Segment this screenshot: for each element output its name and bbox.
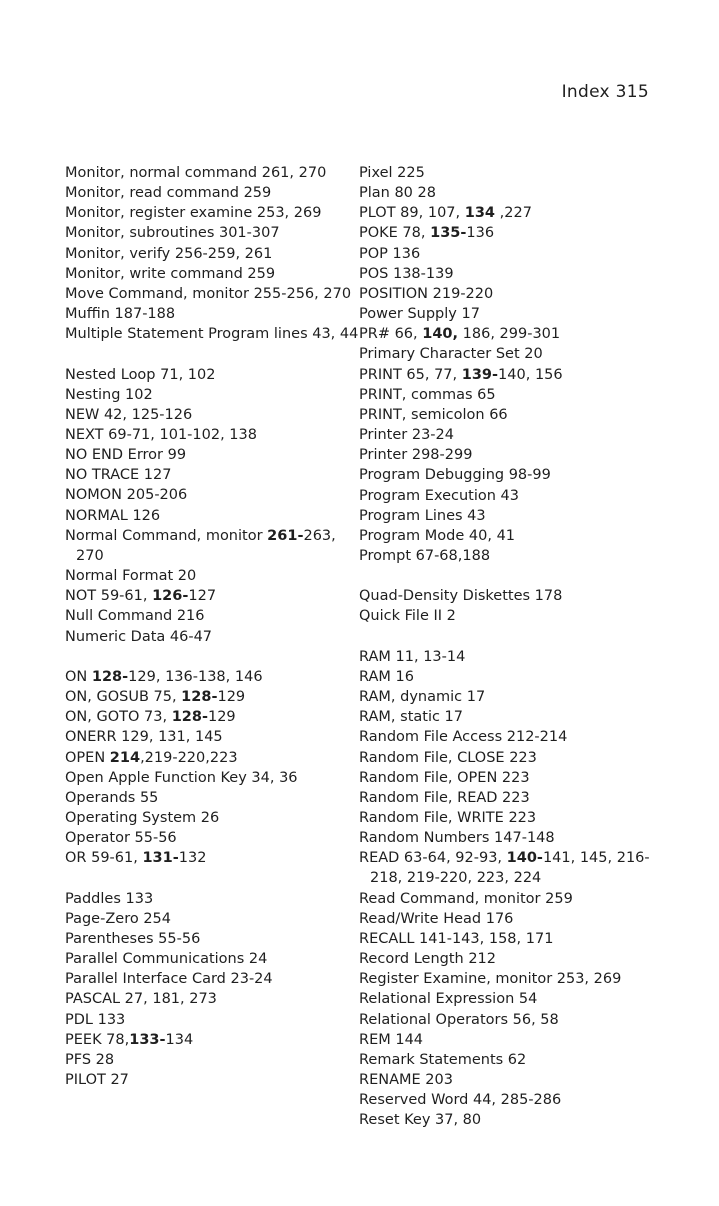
index-entry — [65, 465, 365, 485]
index-entry — [359, 526, 659, 546]
index-entry-page-bold: 133- — [129, 1031, 166, 1048]
index-entry — [359, 949, 659, 969]
index-entry-text: ,227 — [495, 205, 532, 222]
index-entry — [359, 203, 659, 223]
index-column-right — [359, 163, 659, 1130]
index-entry — [359, 1110, 659, 1130]
index-entry — [359, 848, 659, 888]
index-entry-text: PRINT, commas 65 — [359, 386, 496, 403]
group-spacer — [65, 868, 365, 888]
index-entry — [65, 365, 365, 385]
index-entry-text: POS 138-139 — [359, 265, 454, 282]
index-entry-text: RAM, static 17 — [359, 709, 464, 726]
group-spacer — [359, 627, 659, 647]
index-entry — [65, 566, 365, 586]
index-entry-text: Page-Zero 254 — [65, 910, 171, 927]
index-column-left — [65, 163, 365, 1090]
index-entry-page-bold: 128- — [91, 668, 129, 685]
index-entry-text: NEXT 69-71, 101-102, 138 — [65, 427, 257, 444]
index-entry-text: Normal Command, monitor — [65, 527, 268, 544]
index-entry-text: 127 — [188, 588, 217, 605]
index-entry — [65, 284, 365, 304]
index-entry-text: NO TRACE 127 — [65, 467, 172, 484]
index-entry-text: Printer 23-24 — [359, 427, 454, 444]
index-entry-text: Monitor, normal command 261, 270 — [65, 165, 327, 181]
index-entry — [359, 768, 659, 788]
index-entry — [359, 365, 659, 385]
index-entry — [65, 223, 365, 243]
index-entry-text: Program Execution 43 — [359, 487, 520, 504]
index-entry-page-bold: 214 — [109, 749, 141, 766]
index-entry-text: Operating System 26 — [65, 809, 220, 826]
index-entry — [359, 163, 659, 183]
index-entry-text: 141, 145, 216-218, 219-220, 223, 224 — [370, 850, 650, 887]
index-entry — [359, 304, 659, 324]
index-entry-text: Pixel 225 — [359, 165, 425, 181]
index-entry-text: Nesting 102 — [65, 386, 153, 403]
index-entry — [65, 244, 365, 264]
index-entry-text: 186, 299-301 — [458, 326, 561, 343]
index-entry-text: Read Command, monitor 259 — [359, 890, 573, 907]
index-entry — [65, 485, 365, 505]
index-entry — [65, 727, 365, 747]
index-entry-text: Program Mode 40, 41 — [359, 527, 516, 544]
index-entry-text: Paddles 133 — [65, 890, 154, 907]
index-entry-text: Relational Expression 54 — [359, 991, 538, 1008]
index-entry — [65, 848, 365, 868]
index-entry-text: Random File, OPEN 223 — [359, 769, 530, 786]
index-entry-text: 132 — [178, 850, 207, 867]
index-entry — [359, 929, 659, 949]
index-entry — [359, 889, 659, 909]
index-entry-text: RECALL 141-143, 158, 171 — [359, 930, 554, 947]
index-entry — [65, 163, 365, 183]
index-entry — [359, 727, 659, 747]
index-entry-text: 263, 270 — [76, 527, 336, 564]
index-entry-text: PLOT 89, 107, — [359, 205, 465, 222]
index-entry-text: PASCAL 27, 181, 273 — [65, 991, 217, 1008]
index-entry-text: Operator 55-56 — [65, 830, 177, 847]
index-entry — [359, 324, 659, 344]
index-entry — [65, 788, 365, 808]
index-entry-text: Numeric Data 46-47 — [65, 628, 213, 645]
index-entry-text: Power Supply 17 — [359, 306, 480, 323]
index-entry-text: Multiple Statement Program lines 43, 44 — [65, 326, 359, 343]
index-entry — [359, 546, 659, 566]
index-entry-text: ON — [65, 668, 92, 685]
index-entry — [359, 909, 659, 929]
index-entry-text: ,219-220,223 — [140, 749, 238, 766]
index-entry-text: Record Length 212 — [359, 951, 497, 968]
index-entry-page-bold: 126- — [152, 588, 189, 605]
index-entry — [359, 828, 659, 848]
index-entry — [359, 244, 659, 264]
index-entry-text: NO END Error 99 — [65, 447, 187, 464]
index-entry-text: Random File, READ 223 — [359, 789, 530, 806]
group-spacer — [65, 647, 365, 667]
index-entry-text: 129 — [217, 689, 246, 706]
index-entry — [359, 667, 659, 687]
index-entry — [359, 405, 659, 425]
index-entry — [65, 929, 365, 949]
index-entry-text: Prompt 67-68,188 — [359, 547, 491, 564]
index-entry-text: Quad-Density Diskettes 178 — [359, 588, 563, 605]
index-entry-text: Reserved Word 44, 285-286 — [359, 1092, 562, 1109]
index-entry-text: Monitor, subroutines 301-307 — [65, 225, 280, 242]
index-entry — [65, 768, 365, 788]
index-entry-text: NORMAL 126 — [65, 507, 161, 524]
index-entry — [359, 445, 659, 465]
index-entry-text: Remark Statements 62 — [359, 1051, 527, 1068]
index-entry — [65, 425, 365, 445]
index-entry — [359, 606, 659, 626]
index-entry-text: 136 — [466, 225, 495, 242]
index-entry-text: POSITION 219-220 — [359, 285, 494, 302]
index-entry — [65, 1070, 365, 1090]
index-entry-text: RAM 11, 13-14 — [359, 648, 466, 665]
index-entry-text: Null Command 216 — [65, 608, 205, 625]
index-entry — [359, 808, 659, 828]
index-entry — [65, 1030, 365, 1050]
index-entry-text: RENAME 203 — [359, 1072, 453, 1088]
index-entry — [65, 606, 365, 626]
index-entry — [359, 223, 659, 243]
index-entry-text: Open Apple Function Key 34, 36 — [65, 769, 298, 786]
index-entry-text: NOMON 205-206 — [65, 487, 188, 504]
index-entry — [359, 385, 659, 405]
index-entry-text: Read/Write Head 176 — [359, 910, 514, 927]
index-entry — [359, 344, 659, 364]
index-entry — [359, 969, 659, 989]
index-entry-page-bold: 128- — [181, 689, 218, 706]
index-entry — [65, 808, 365, 828]
index-entry-text: 129, 136-138, 146 — [128, 668, 263, 685]
index-entry — [65, 405, 365, 425]
index-entry-text: Move Command, monitor 255-256, 270 — [65, 285, 352, 302]
index-entry-page-bold: 140, — [422, 326, 459, 343]
index-entry-text: OR 59-61, — [65, 850, 143, 867]
index-entry — [65, 989, 365, 1009]
index-entry-text: Program Lines 43 — [359, 507, 486, 524]
index-entry-text: Program Debugging 98-99 — [359, 467, 551, 484]
index-entry — [65, 526, 365, 566]
index-entry-text: Random File, WRITE 223 — [359, 809, 537, 826]
index-entry — [65, 203, 365, 223]
index-entry-page-bold: 140- — [506, 850, 543, 867]
index-entry-text: PRINT 65, 77, — [359, 366, 462, 383]
index-entry — [359, 284, 659, 304]
index-entry — [359, 425, 659, 445]
index-entry-text: Parallel Interface Card 23-24 — [65, 971, 273, 988]
index-entry — [359, 687, 659, 707]
index-entry-page-bold: 131- — [142, 850, 179, 867]
index-entry — [65, 909, 365, 929]
index-entry — [65, 385, 365, 405]
index-entry-text: Random Numbers 147-148 — [359, 830, 555, 847]
index-entry-text: Normal Format 20 — [65, 568, 197, 585]
index-entry-text: PILOT 27 — [65, 1071, 129, 1088]
index-entry — [359, 647, 659, 667]
index-entry-text: Quick File II 2 — [359, 608, 456, 625]
index-entry-text: ONERR 129, 131, 145 — [65, 729, 223, 746]
index-entry-page-bold: 128- — [171, 709, 208, 726]
index-entry-text: 140, 156 — [498, 366, 563, 383]
index-entry-text: Printer 298-299 — [359, 447, 473, 464]
index-entry-page-bold: 139- — [461, 366, 499, 383]
index-entry — [359, 1050, 659, 1070]
index-entry — [359, 183, 659, 203]
index-entry-text: PFS 28 — [65, 1051, 115, 1068]
index-entry-text: ON, GOTO 73, — [65, 709, 172, 726]
index-entry — [65, 506, 365, 526]
index-entry-text: Parentheses 55-56 — [65, 930, 201, 947]
index-entry — [65, 183, 365, 203]
index-entry — [65, 1010, 365, 1030]
index-entry-text: Monitor, write command 259 — [65, 265, 276, 282]
index-entry — [359, 1010, 659, 1030]
index-entry — [65, 667, 365, 687]
index-entry — [65, 687, 365, 707]
index-entry-text: Monitor, register examine 253, 269 — [65, 205, 322, 222]
index-entry — [359, 1090, 659, 1110]
index-entry — [359, 1070, 659, 1090]
index-entry-text: Nested Loop 71, 102 — [65, 366, 216, 383]
index-entry — [65, 748, 365, 768]
index-entry — [65, 627, 365, 647]
index-entry-text: 134 — [165, 1031, 194, 1048]
index-entry — [65, 304, 365, 324]
index-entry-text: Primary Character Set 20 — [359, 346, 543, 363]
index-entry — [359, 1030, 659, 1050]
group-spacer — [359, 566, 659, 586]
index-entry — [359, 748, 659, 768]
index-entry — [65, 889, 365, 909]
index-entry — [65, 828, 365, 848]
index-entry — [359, 486, 659, 506]
index-entry-text: ON, GOSUB 75, — [65, 689, 182, 706]
index-entry-text: Random File, CLOSE 223 — [359, 749, 537, 766]
header-label: Index — [561, 82, 610, 102]
index-entry-text: OPEN — [65, 749, 110, 766]
index-entry-text: POP 136 — [359, 245, 421, 262]
index-entry-text: READ 63-64, 92-93, — [359, 850, 507, 867]
index-entry — [359, 506, 659, 526]
index-entry — [359, 264, 659, 284]
index-entry — [65, 949, 365, 969]
index-entry-page-bold: 135- — [430, 225, 467, 242]
index-entry — [65, 1050, 365, 1070]
index-entry-text: PR# 66, — [359, 326, 423, 343]
index-entry — [65, 707, 365, 727]
page-number: 315 — [615, 82, 649, 102]
index-entry-text: RAM, dynamic 17 — [359, 689, 486, 706]
index-entry — [359, 586, 659, 606]
index-entry-text: POKE 78, — [359, 225, 431, 242]
index-entry — [359, 989, 659, 1009]
index-entry-text: PRINT, semicolon 66 — [359, 406, 508, 423]
index-entry-text: RAM 16 — [359, 668, 414, 685]
index-entry-text: Muffin 187-188 — [65, 306, 176, 323]
index-entry — [65, 324, 365, 344]
index-entry-text: Random File Access 212-214 — [359, 729, 568, 746]
index-entry-text: NOT 59-61, — [65, 588, 153, 605]
index-entry-text: Reset Key 37, 80 — [359, 1112, 482, 1129]
index-entry-text: Relational Operators 56, 58 — [359, 1011, 559, 1028]
index-entry-text: Operands 55 — [65, 789, 159, 806]
index-entry-text: Plan 80 28 — [359, 185, 436, 202]
index-entry-text: REM 144 — [359, 1031, 424, 1048]
index-entry — [65, 445, 365, 465]
index-entry — [65, 264, 365, 284]
index-entry — [359, 707, 659, 727]
index-entry-page-bold: 134 — [464, 205, 496, 222]
index-entry-text: Parallel Communications 24 — [65, 951, 268, 968]
group-spacer — [65, 344, 365, 364]
index-entry-text: NEW 42, 125-126 — [65, 406, 193, 423]
index-entry-text: Register Examine, monitor 253, 269 — [359, 971, 622, 988]
index-entry-text: PEEK 78, — [65, 1031, 130, 1048]
index-entry — [359, 465, 659, 485]
index-entry-text: 129 — [207, 709, 236, 726]
index-entry-text: Monitor, read command 259 — [65, 185, 272, 202]
index-entry — [65, 969, 365, 989]
index-entry-text: PDL 133 — [65, 1011, 126, 1028]
running-header — [562, 82, 649, 102]
index-entry — [359, 788, 659, 808]
index-entry-text: Monitor, verify 256-259, 261 — [65, 245, 273, 262]
index-entry-page-bold: 261- — [267, 527, 304, 544]
index-entry — [65, 586, 365, 606]
